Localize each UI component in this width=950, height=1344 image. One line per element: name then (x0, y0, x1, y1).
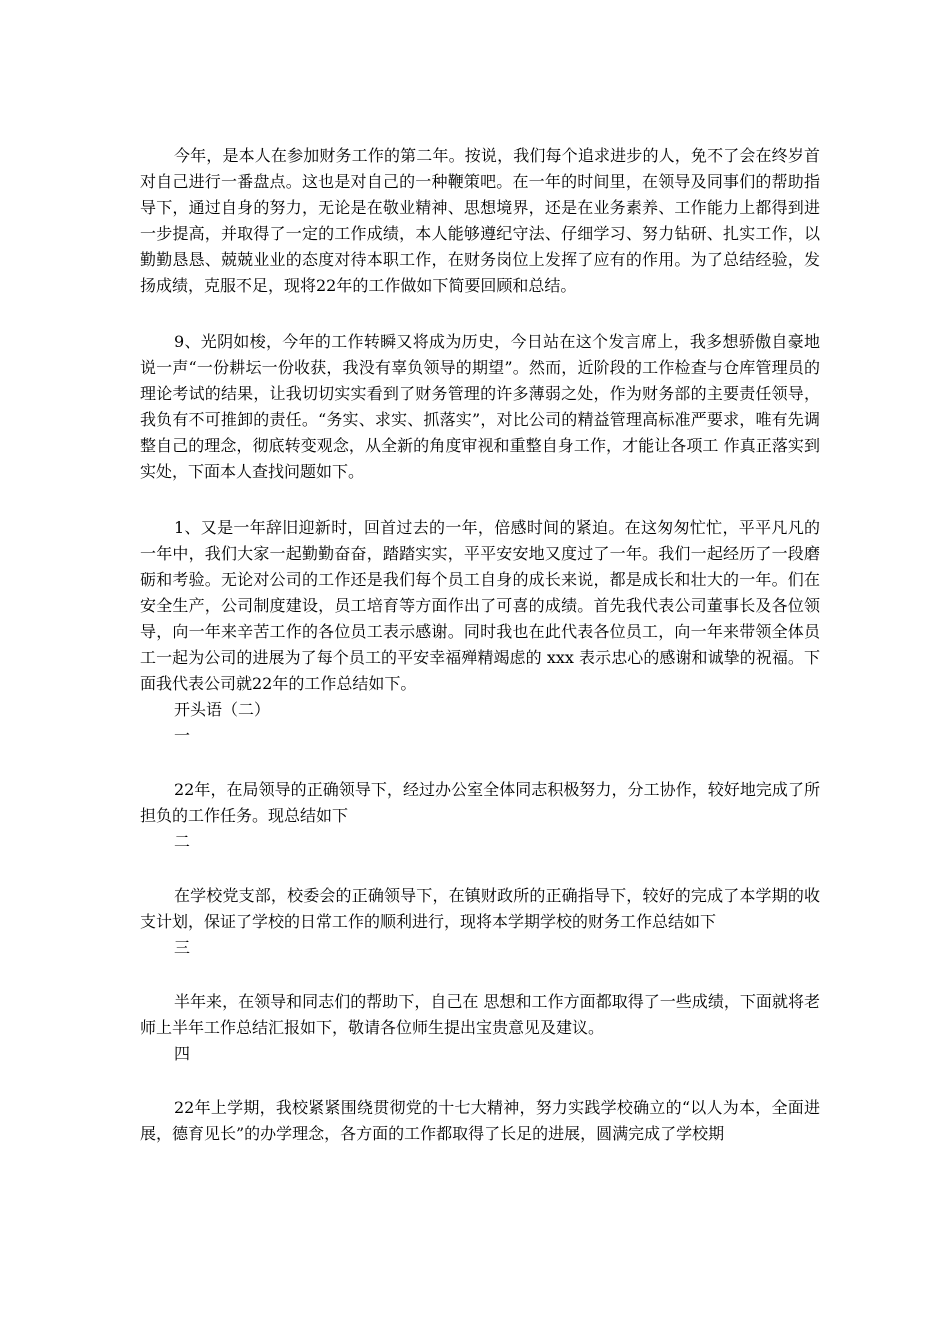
heading-two: 二 (174, 832, 191, 851)
paragraph-3: 1、又是一年辞旧迎新时，回首过去的一年，倍感时间的紧迫。在这匆匆忙忙，平平凡凡的一年中，我们大家一起勤勤奋奋，踏踏实实，平平安安地又度过了一年。我们一起经历了一段磨砺和考验。无论对公司的工作还是我们每个员工自身的成长来说，都是成长和壮大的一年。们在安全生产，公司制度建设，员工培育等方面作出了可喜的成绩。首先我代表公司董事长及各位领导，向一年来辛苦工作的各位员工表示感谢。同时我也在此代表各位员工，向一年来带领全体员工一起为公司的进展为了每个员工的平安幸福殚精竭虑的 xxx 表示忠心的感谢和诚挚的祝福。下面我代表公司就22年的工作总结如下。 (140, 518, 820, 693)
document-page (140, 143, 820, 1147)
paragraph-4: 22年，在局领导的正确领导下，经过办公室全体同志积极努力，分工协作，较好地完成了所担负的工作任务。现总结如下 (140, 780, 820, 825)
heading-three: 三 (174, 938, 191, 957)
paragraph-2: 9、光阴如梭，今年的工作转瞬又将成为历史，今日站在这个发言席上，我多想骄傲自豪地说一声“一份耕坛一份收获，我没有辜负领导的期望”。然而，近阶段的工作检查与仓库管理员的理论考试的结果，让我切切实实看到了财务管理的许多薄弱之处，作为财务部的主要责任领导，我负有不可推卸的责任。“务实、求实、抓落实”，对比公司的精益管理高标准严要求，唯有先调整自己的理念，彻底转变观念，从全新的角度审视和重整自身工作，才能让各项工 作真正落实到实处，下面本人查找问题如下。 (140, 332, 820, 481)
heading-four: 四 (174, 1044, 191, 1063)
heading-one: 一 (174, 726, 191, 745)
paragraph-5: 在学校党支部，校委会的正确领导下，在镇财政所的正确指导下，较好的完成了本学期的收支计划，保证了学校的日常工作的顺利进行，现将本学期学校的财务工作总结如下 (140, 886, 820, 931)
paragraph-1: 今年，是本人在参加财务工作的第二年。按说，我们每个追求进步的人，免不了会在终岁首对自己进行一番盘点。这也是对自己的一种鞭策吧。在一年的时间里，在领导及同事们的帮助指导下，通过自身的努力，无论是在敬业精神、思想境界，还是在业务素养、工作能力上都得到进一步提高，并取得了一定的工作成绩，本人能够遵纪守法、仔细学习、努力钻研、扎实工作，以勤勤恳恳、兢兢业业的态度对待本职工作，在财务岗位上发挥了应有的作用。为了总结经验，发扬成绩，克服不足，现将22年的工作做如下简要回顾和总结。 (140, 146, 820, 295)
section-title: 开头语（二） (174, 700, 271, 719)
paragraph-6: 半年来，在领导和同志们的帮助下，自己在 思想和工作方面都取得了一些成绩，下面就将老师上半年工作总结汇报如下，敬请各位师生提出宝贵意见及建议。 (140, 992, 820, 1037)
paragraph-7: 22年上学期，我校紧紧围绕贯彻党的十七大精神，努力实践学校确立的“以人为本，全面进展，德育见长”的办学理念，各方面的工作都取得了长足的进展，圆满完成了学校期 (140, 1098, 820, 1143)
